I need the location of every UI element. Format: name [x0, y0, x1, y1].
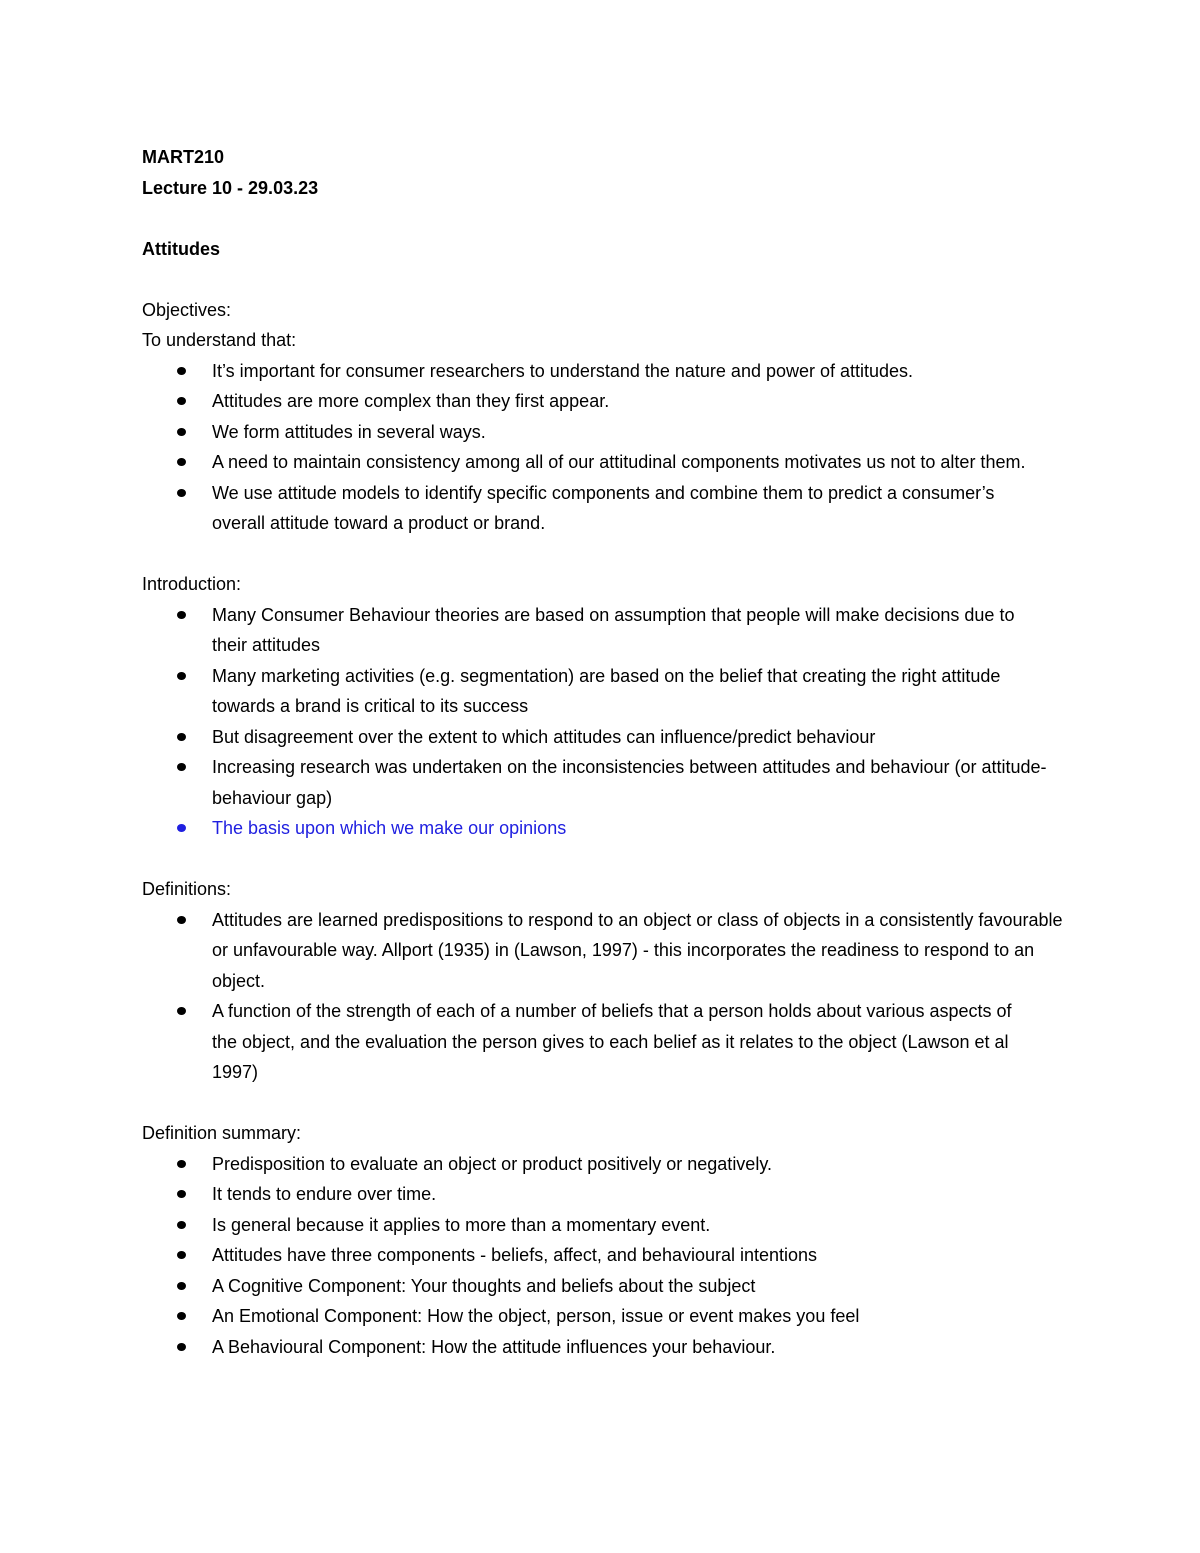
list-item — [142, 1301, 1072, 1332]
objectives-section — [142, 295, 1072, 539]
list-item — [142, 1149, 1072, 1180]
list-item — [142, 417, 1072, 448]
spacer — [142, 844, 1072, 875]
summary-list — [142, 1149, 1072, 1363]
definitions-list — [142, 905, 1072, 1088]
bullet-icon — [177, 733, 186, 741]
bullet-icon — [177, 397, 186, 405]
introduction-list — [142, 600, 1072, 844]
list-item-text: But disagreement over the extent to which attitudes can influence/predict behaviour — [212, 726, 876, 747]
bullet-icon — [177, 1007, 186, 1015]
bullet-icon — [177, 367, 186, 375]
course-code: MART210 — [142, 147, 225, 167]
objectives-list — [142, 356, 1072, 539]
list-item — [142, 1332, 1072, 1363]
list-item-text: Predisposition to evaluate an object or product positively or negatively. — [212, 1153, 772, 1174]
list-item — [142, 1271, 1072, 1302]
definitions-section — [142, 874, 1072, 1088]
list-item-text: Attitudes are more complex than they first appear. — [212, 391, 610, 411]
objectives-heading: Objectives: — [142, 299, 232, 320]
list-item-text: A Cognitive Component: Your thoughts and beliefs about the subject — [212, 1275, 756, 1296]
list-item-text: We form attitudes in several ways. — [212, 421, 486, 442]
list-item-text: We use attitude models to identify specific components and combine them to predict a consumer’s overall attitude toward a product or brand. — [212, 482, 995, 533]
list-item — [142, 905, 1072, 997]
bullet-icon — [177, 489, 186, 497]
summary-section — [142, 1118, 1072, 1362]
bullet-icon — [177, 1221, 186, 1229]
summary-heading: Definition summary: — [142, 1123, 302, 1143]
bullet-icon — [177, 611, 186, 619]
page-title: Attitudes — [142, 238, 220, 259]
bullet-icon — [177, 1343, 186, 1351]
list-item-text: Many marketing activities (e.g. segmentation) are based on the belief that creating the right attitude towards a brand is critical to its success — [212, 665, 1001, 716]
list-item-text: Increasing research was undertaken on the inconsistencies between attitudes and behaviour (or attitude-behaviour gap) — [212, 757, 1047, 808]
bullet-icon — [177, 824, 186, 832]
introduction-section — [142, 569, 1072, 844]
list-item-text: A Behavioural Component: How the attitude influences your behaviour. — [212, 1336, 776, 1357]
bullet-icon — [177, 1160, 186, 1168]
list-item — [142, 447, 1032, 478]
list-item — [142, 996, 1032, 1088]
list-item-text: The basis upon which we make our opinions — [212, 818, 567, 838]
bullet-icon — [177, 458, 186, 466]
list-item-text: Many Consumer Behaviour theories are based on assumption that people will make decisions due to their attitudes — [212, 604, 1015, 655]
spacer — [142, 203, 1072, 234]
bullet-icon — [177, 428, 186, 436]
lecture-line: Lecture 10 - 29.03.23 — [142, 177, 319, 198]
list-item — [142, 600, 1042, 661]
spacer — [142, 264, 1072, 295]
list-item — [142, 478, 1042, 539]
list-item — [142, 386, 1072, 417]
spacer — [142, 539, 1072, 570]
document-page — [142, 142, 1072, 1362]
list-item — [142, 1210, 1072, 1241]
list-item — [142, 1179, 1072, 1210]
bullet-icon — [177, 1282, 186, 1290]
list-item-text: A need to maintain consistency among all of our attitudinal components motivates us not to alter them. — [212, 452, 1026, 472]
list-item-text: A function of the strength of each of a number of beliefs that a person holds about various aspects of the object, and the evaluation the person gives to each belief as it relates to the object (Lawson et al 1997) — [212, 1001, 1012, 1082]
bullet-icon — [177, 1312, 186, 1320]
list-item — [142, 722, 1072, 753]
introduction-heading: Introduction: — [142, 574, 242, 594]
list-item-text: Is general because it applies to more than a momentary event. — [212, 1214, 711, 1235]
bullet-icon — [177, 672, 186, 680]
list-item — [142, 356, 1072, 387]
bullet-icon — [177, 916, 186, 924]
bullet-icon — [177, 763, 186, 771]
list-item-text: It’s important for consumer researchers to understand the nature and power of attitudes. — [212, 360, 914, 381]
list-item-highlighted — [142, 813, 1072, 844]
list-item-text: Attitudes are learned predispositions to respond to an object or class of objects in a consistently favourable or unfavourable way. Allport (1935) in (Lawson, 1997) - this incorporates the readiness to respond to an object. — [212, 909, 1063, 991]
list-item — [142, 752, 1072, 813]
list-item-text: Attitudes have three components - beliefs, affect, and behavioural intentions — [212, 1245, 818, 1265]
bullet-icon — [177, 1251, 186, 1259]
list-item — [142, 661, 1032, 722]
definitions-heading: Definitions: — [142, 879, 232, 899]
bullet-icon — [177, 1190, 186, 1198]
list-item — [142, 1240, 1072, 1271]
list-item-text: It tends to endure over time. — [212, 1184, 437, 1204]
objectives-lead: To understand that: — [142, 330, 297, 350]
spacer — [142, 1088, 1072, 1119]
list-item-text: An Emotional Component: How the object, person, issue or event makes you feel — [212, 1306, 860, 1326]
